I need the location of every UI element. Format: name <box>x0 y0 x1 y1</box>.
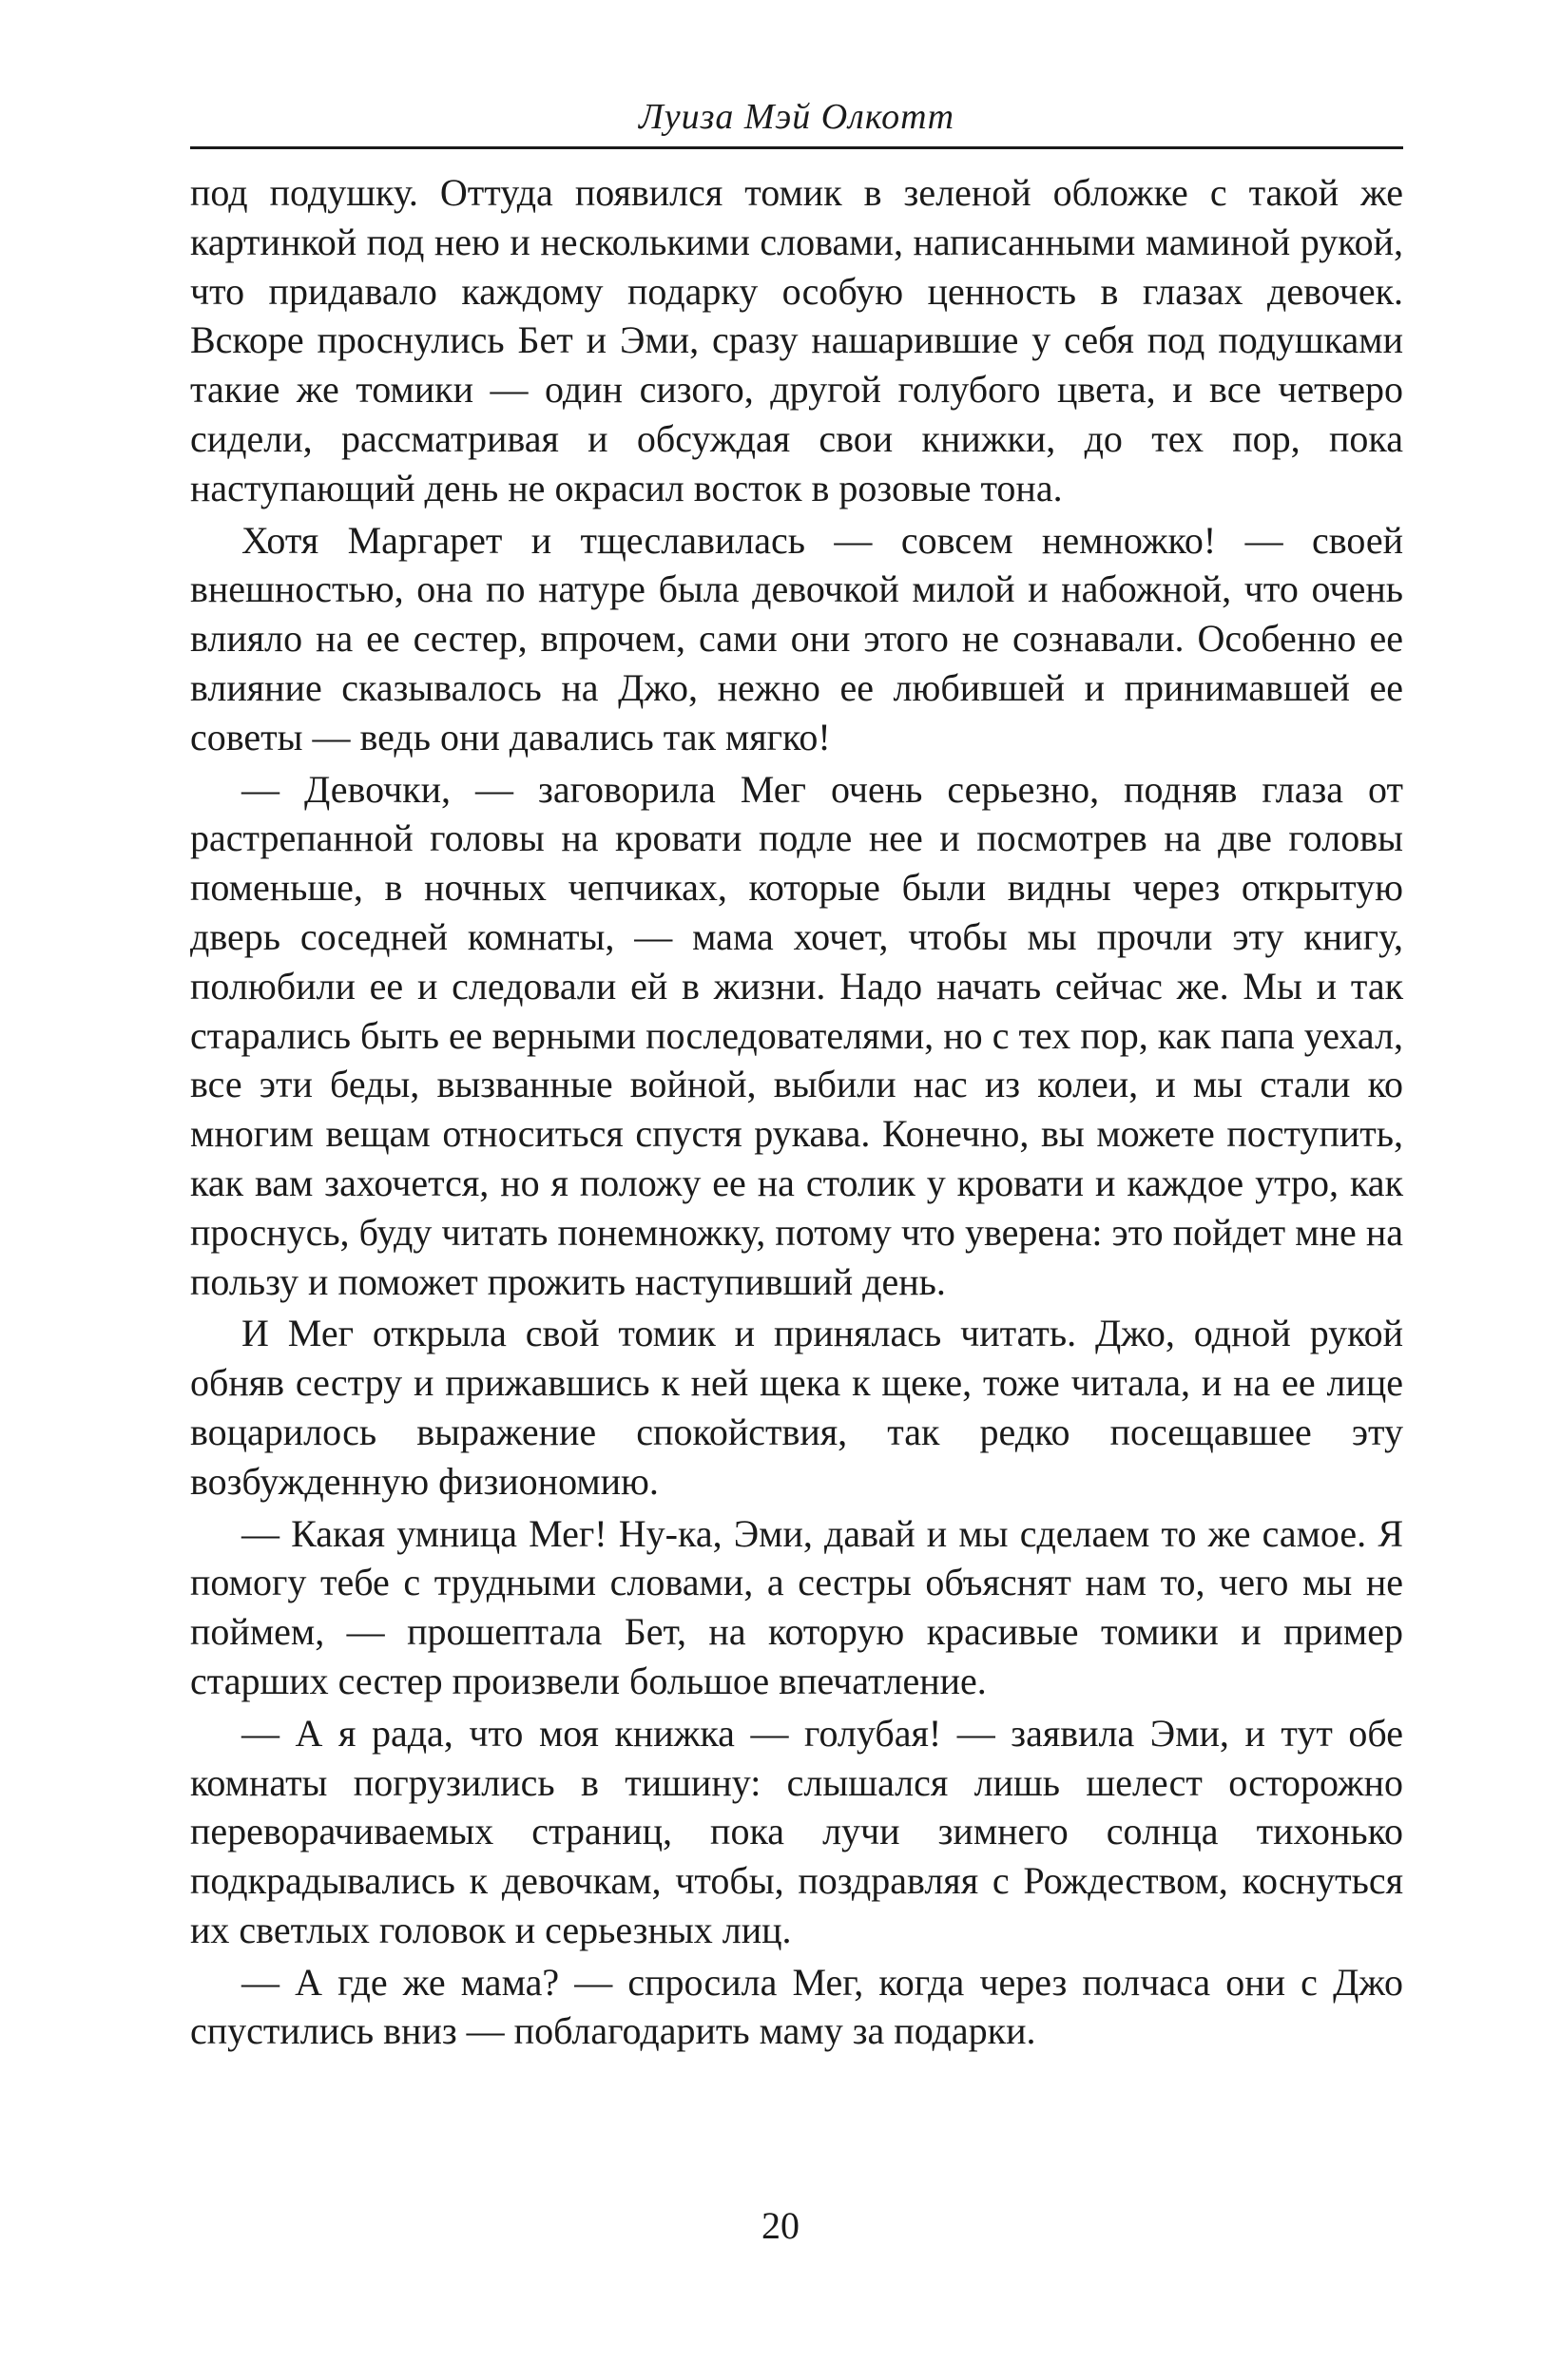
header-rule <box>190 146 1403 149</box>
paragraph-dialogue: — Какая умница Мег! Ну-ка, Эми, давай и мы сделаем то же самое. Я помогу тебе с трудными словами, а сестры объяснят нам то, чего мы не поймем, — прошептала Бет, на которую красивые томики и пример старших сестер произвели большое впечатление. <box>190 1511 1403 1702</box>
paragraph: Хотя Маргарет и тщеславилась — совсем немножко! — своей внешностью, она по натуре была девочкой милой и набожной, что очень влияло на ее сестер, впрочем, сами они этого не сознавали. Особенно ее влияние сказывалось на Джо, нежно ее любившей и принимавшей ее советы — ведь они давались так мягко! <box>190 518 1403 758</box>
paragraph-dialogue: — Девочки, — заговорила Мег очень серьезно, подняв глаза от растрепанной головы на кровати подле нее и посмотрев на две головы поменьше, в ночных чепчиках, которые были видны через открытую дверь соседней комнаты, — мама хочет, чтобы мы прочли эту книгу, полюбили ее и следовали ей в жизни. Надо начать сейчас же. Мы и так старались быть ее верными последователями, но с тех пор, как папа уехал, все эти беды, вызванные войной, выбили нас из колеи, и мы стали ко многим вещам относиться спустя рукава. Конечно, вы можете поступить, как вам захочется, но я положу ее на столик у кровати и каждое утро, как проснусь, буду читать понемножку, потому что уверена: это пойдет мне на пользу и поможет прожить наступивший день. <box>190 767 1403 1303</box>
page-number: 20 <box>761 2204 800 2247</box>
paragraph-dialogue: — А я рада, что моя книжка — голубая! — заявила Эми, и тут обе комнаты погрузились в тишину: слышался лишь шелест осторожно переворачиваемых страниц, пока лучи зимнего солнца тихонько подкрадывались к девочкам, чтобы, поздравляя с Рождеством, коснуться их светлых головок и серьезных лиц. <box>190 1711 1403 1951</box>
paragraph: И Мег открыла свой томик и принялась читать. Джо, одной рукой обняв сестру и прижавшись к ней щека к щеке, тоже читала, и на ее лице воцарилось выражение спокойствия, так редко посещавшее эту возбужденную физиономию. <box>190 1312 1403 1503</box>
paragraph-continued: под подушку. Оттуда появился томик в зеленой обложке с такой же картинкой под нею и несколькими словами, написанными маминой рукой, что придавало каждому подарку особую ценность в глазах девочек. Вскоре проснулись Бет и Эми, сразу нашарившие у себя под подушками такие же томики — один сизого, другой голубого цвета, и все четверо сидели, рассматривая и обсуждая свои книжки, до тех пор, пока наступающий день не окрасил восток в розовые тона. <box>190 171 1403 509</box>
book-page <box>190 95 1403 2059</box>
body-text <box>190 168 1403 2056</box>
paragraph-dialogue: — А где же мама? — спросила Мег, когда через полчаса они с Джо спустились вниз — поблагодарить маму за подарки. <box>190 1960 1403 2053</box>
running-header: Луиза Мэй Олкотт <box>638 97 955 137</box>
